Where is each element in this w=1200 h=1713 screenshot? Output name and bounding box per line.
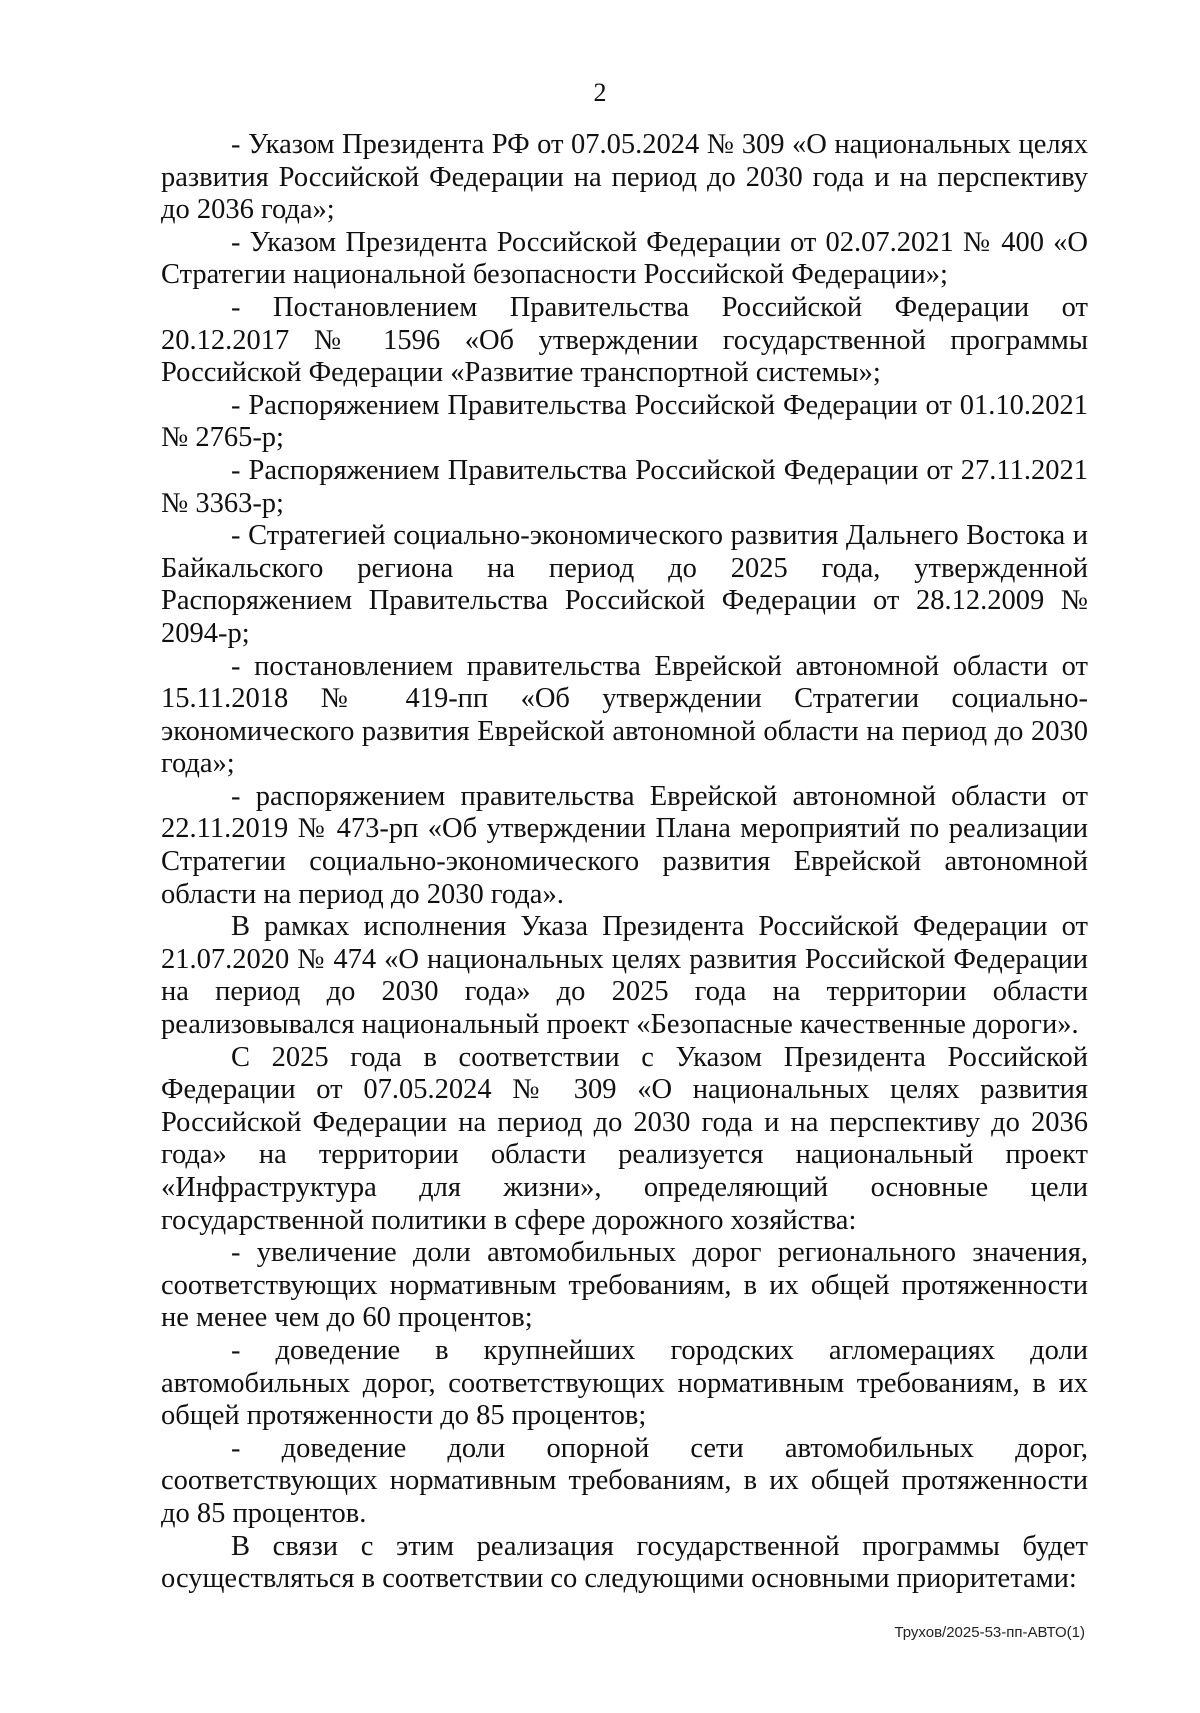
paragraph-priorities-intro: В связи с этим реализация государственной программы будет осуществляться в соответствии со следующими основными приоритетами: [161, 1530, 1088, 1595]
document-code: Трухов/2025-53-пп-АВТО(1) [894, 1624, 1085, 1641]
page-number: 2 [593, 78, 607, 107]
paragraph-national-project-roads: В рамках исполнения Указа Президента Российской Федерации от 21.07.2020 № 474 «О национальных целях развития Российской Федерации на период до 2030 года» до 2025 года на территории области реализовывался национальный проект «Безопасные качественные дороги». [161, 911, 1088, 1041]
list-item-order-473: - распоряжением правительства Еврейской автономной области от 22.11.2019 № 473-рп «Об утверждении Плана мероприятий по реализации Стратегии социально-экономического развития Еврейской автономной области на период до 2030 года». [161, 780, 1088, 910]
list-item-order-3363: - Распоряжением Правительства Российской Федерации от 27.11.2021 № 3363-р; [161, 454, 1088, 519]
document-body [161, 129, 1088, 1596]
goal-item-agglomeration-roads: - доведение в крупнейших городских агломерациях доли автомобильных дорог, соответствующих нормативным требованиям, в их общей протяженности до 85 процентов; [161, 1334, 1088, 1432]
list-item-resolution-419: - постановлением правительства Еврейской автономной области от 15.11.2018 № 419-пп «Об утверждении Стратегии социально-экономического развития Еврейской автономной области на период до 2030 года»; [161, 650, 1088, 780]
paragraph-national-project-infrastructure: С 2025 года в соответствии с Указом Президента Российской Федерации от 07.05.2024 № 309 «О национальных целях развития Российской Федерации на период до 2030 года и на перспективу до 2036 года» на территории области реализуется национальный проект «Инфраструктура для жизни», определяющий основные цели государственной политики в сфере дорожного хозяйства: [161, 1041, 1088, 1236]
list-item-decree-309: - Указом Президента РФ от 07.05.2024 № 309 «О национальных целях развития Российской Федерации на период до 2030 года и на перспективу до 2036 года»; [161, 129, 1088, 226]
list-item-far-east-strategy: - Стратегией социально-экономического развития Дальнего Востока и Байкальского региона на период до 2025 года, утвержденной Распоряжением Правительства Российской Федерации от 28.12.2009 № 2094-р; [161, 520, 1088, 649]
goal-item-core-network: - доведение доли опорной сети автомобильных дорог, соответствующих нормативным требованиям, в их общей протяженности до 85 процентов. [161, 1432, 1088, 1529]
list-item-decree-400: - Указом Президента Российской Федерации от 02.07.2021 № 400 «О Стратегии национальной безопасности Российской Федерации»; [161, 226, 1088, 291]
list-item-resolution-1596: - Постановлением Правительства Российской Федерации от 20.12.2017 № 1596 «Об утверждении государственной программы Российской Федерации «Развитие транспортной системы»; [161, 291, 1088, 389]
goal-item-regional-roads: - увеличение доли автомобильных дорог регионального значения, соответствующих нормативным требованиям, в их общей протяженности не менее чем до 60 процентов; [161, 1237, 1088, 1334]
list-item-order-2765: - Распоряжением Правительства Российской Федерации от 01.10.2021 № 2765-р; [161, 389, 1088, 454]
